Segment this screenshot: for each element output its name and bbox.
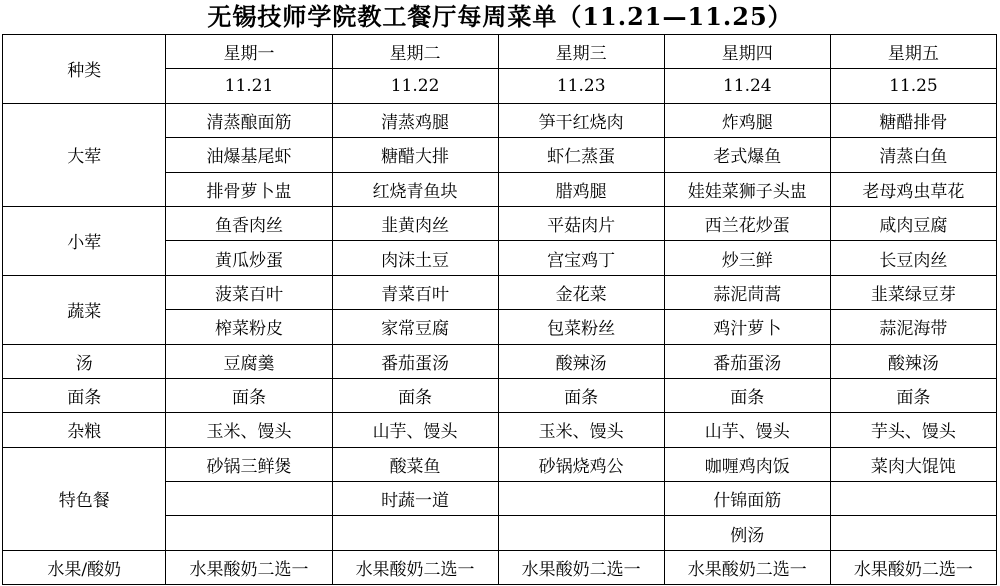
dish-cell: 肉沫土豆 [332, 241, 498, 275]
day-header: 星期四 [664, 35, 830, 69]
dish-cell: 排骨萝卜盅 [166, 172, 332, 206]
dish-cell: 炒三鲜 [664, 241, 830, 275]
date-header: 11.22 [332, 69, 498, 103]
dish-cell: 宫宝鸡丁 [498, 241, 664, 275]
menu-row [3, 413, 997, 447]
category-cell: 小荤 [3, 206, 166, 275]
dish-cell: 老母鸡虫草花 [830, 172, 996, 206]
dish-cell: 清蒸鸡腿 [332, 103, 498, 137]
dish-cell: 长豆肉丝 [830, 241, 996, 275]
menu-row [3, 344, 997, 378]
dish-cell: 面条 [332, 378, 498, 412]
dish-cell [166, 516, 332, 550]
dish-cell: 例汤 [664, 516, 830, 550]
dish-cell: 笋干红烧肉 [498, 103, 664, 137]
dish-cell: 韭黄肉丝 [332, 206, 498, 240]
dish-cell: 西兰花炒蛋 [664, 206, 830, 240]
dish-cell: 咸肉豆腐 [830, 206, 996, 240]
dish-cell: 时蔬一道 [332, 482, 498, 516]
dish-cell: 水果酸奶二选一 [166, 550, 332, 584]
dish-cell: 糖醋大排 [332, 138, 498, 172]
dish-cell: 玉米、馒头 [166, 413, 332, 447]
dish-cell: 榨菜粉皮 [166, 310, 332, 344]
dish-cell: 青菜百叶 [332, 275, 498, 309]
dish-cell: 面条 [498, 378, 664, 412]
dish-cell: 家常豆腐 [332, 310, 498, 344]
dish-cell: 平菇肉片 [498, 206, 664, 240]
dish-cell: 山芋、馒头 [332, 413, 498, 447]
dish-cell: 水果酸奶二选一 [332, 550, 498, 584]
dish-cell: 水果酸奶二选一 [664, 550, 830, 584]
dish-cell [498, 482, 664, 516]
dish-cell: 糖醋排骨 [830, 103, 996, 137]
dish-cell: 咖喱鸡肉饭 [664, 447, 830, 481]
dish-cell: 番茄蛋汤 [664, 344, 830, 378]
dish-cell: 炸鸡腿 [664, 103, 830, 137]
category-cell: 大荤 [3, 103, 166, 206]
dish-cell: 鱼香肉丝 [166, 206, 332, 240]
dish-cell [830, 482, 996, 516]
dish-cell: 玉米、馒头 [498, 413, 664, 447]
dish-cell: 水果酸奶二选一 [830, 550, 996, 584]
dish-cell: 蒜泥海带 [830, 310, 996, 344]
date-header: 11.24 [664, 69, 830, 103]
dish-cell: 水果酸奶二选一 [498, 550, 664, 584]
dish-cell: 油爆基尾虾 [166, 138, 332, 172]
date-header: 11.23 [498, 69, 664, 103]
dish-cell: 韭菜绿豆芽 [830, 275, 996, 309]
category-cell: 汤 [3, 344, 166, 378]
dish-cell: 酸菜鱼 [332, 447, 498, 481]
menu-row [3, 275, 997, 309]
dish-cell: 番茄蛋汤 [332, 344, 498, 378]
category-cell: 特色餐 [3, 447, 166, 550]
day-header: 星期五 [830, 35, 996, 69]
dish-cell: 砂锅烧鸡公 [498, 447, 664, 481]
menu-row [3, 447, 997, 481]
day-header: 星期三 [498, 35, 664, 69]
dish-cell: 酸辣汤 [498, 344, 664, 378]
dish-cell: 酸辣汤 [830, 344, 996, 378]
category-cell: 蔬菜 [3, 275, 166, 344]
dish-cell: 虾仁蒸蛋 [498, 138, 664, 172]
menu-row [3, 206, 997, 240]
menu-table [2, 34, 997, 585]
menu-table-body [3, 35, 997, 585]
dish-cell [332, 516, 498, 550]
category-cell: 杂粮 [3, 413, 166, 447]
dish-cell: 面条 [166, 378, 332, 412]
menu-row [3, 550, 997, 584]
dish-cell: 面条 [664, 378, 830, 412]
dish-cell: 芋头、馒头 [830, 413, 996, 447]
category-header: 种类 [3, 35, 166, 104]
menu-row [3, 103, 997, 137]
date-header: 11.21 [166, 69, 332, 103]
dish-cell: 腊鸡腿 [498, 172, 664, 206]
date-header: 11.25 [830, 69, 996, 103]
dish-cell [166, 482, 332, 516]
dish-cell: 豆腐羹 [166, 344, 332, 378]
dish-cell: 清蒸酿面筋 [166, 103, 332, 137]
dish-cell [498, 516, 664, 550]
dish-cell: 砂锅三鲜煲 [166, 447, 332, 481]
category-cell: 水果/酸奶 [3, 550, 166, 584]
dish-cell: 鸡汁萝卜 [664, 310, 830, 344]
category-cell: 面条 [3, 378, 166, 412]
menu-row [3, 378, 997, 412]
dish-cell: 老式爆鱼 [664, 138, 830, 172]
dish-cell: 菜肉大馄饨 [830, 447, 996, 481]
dish-cell [830, 516, 996, 550]
day-header: 星期二 [332, 35, 498, 69]
header-row-days [3, 35, 997, 69]
dish-cell: 面条 [830, 378, 996, 412]
dish-cell: 金花菜 [498, 275, 664, 309]
dish-cell: 蒜泥茼蒿 [664, 275, 830, 309]
dish-cell: 山芋、馒头 [664, 413, 830, 447]
dish-cell: 黄瓜炒蛋 [166, 241, 332, 275]
dish-cell: 包菜粉丝 [498, 310, 664, 344]
dish-cell: 红烧青鱼块 [332, 172, 498, 206]
dish-cell: 什锦面筋 [664, 482, 830, 516]
dish-cell: 菠菜百叶 [166, 275, 332, 309]
dish-cell: 娃娃菜狮子头盅 [664, 172, 830, 206]
page-title: 无锡技师学院教工餐厅每周菜单（11.21—11.25） [207, 2, 793, 31]
day-header: 星期一 [166, 35, 332, 69]
dish-cell: 清蒸白鱼 [830, 138, 996, 172]
